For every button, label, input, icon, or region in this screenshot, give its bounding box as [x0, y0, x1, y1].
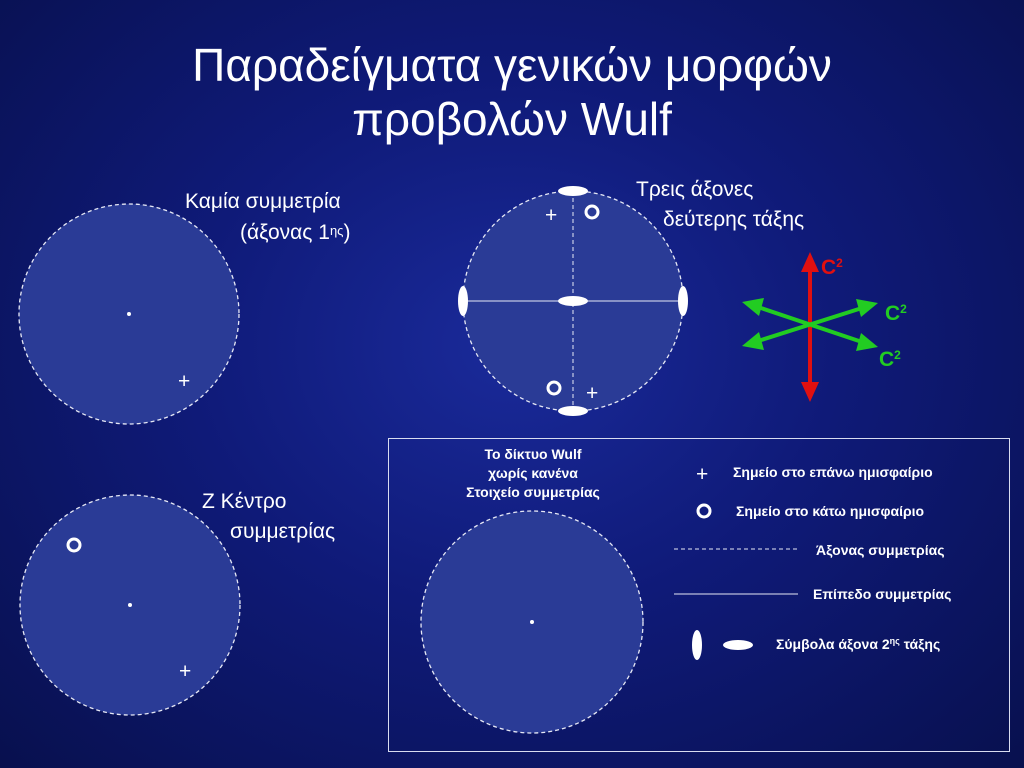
twofold-symbol-right — [678, 286, 688, 316]
three-axes-label-1: Τρεις άξονες — [636, 178, 754, 201]
legend-plane-label: Επίπεδο συμμετρίας — [813, 586, 952, 602]
legend-heading: Το δίκτυο Wulf χωρίς κανένα Στοιχείο συμμετρίας — [466, 446, 600, 500]
twofold-symbol-left — [458, 286, 468, 316]
upper-point-marker: + — [545, 204, 558, 227]
legend-axis-label: Άξονας συμμετρίας — [816, 542, 945, 558]
upper-point-marker: + — [586, 382, 599, 405]
upper-point-marker: + — [178, 370, 191, 393]
twofold-symbol-center — [558, 296, 588, 306]
center-label-1: Ζ Κέντρο — [202, 490, 287, 513]
center-label-2: συμμετρίας — [230, 520, 336, 543]
legend-upper-point-label: Σημείο στο επάνω ημισφαίριο — [733, 464, 933, 480]
legend-twofold-label: Σύμβολα άξονα $2^{\eta\varsigma}$ τάξης — [776, 636, 941, 652]
c2-label-green-2: $C^2$ — [879, 348, 901, 371]
title-line-1: Παραδείγματα γενικών μορφών — [192, 39, 832, 91]
legend-upper-point-icon: + — [696, 463, 709, 486]
c2-label-red: $C^2$ — [821, 256, 843, 279]
center-dot — [128, 603, 132, 607]
center-dot — [127, 312, 131, 316]
twofold-symbol-bottom — [558, 406, 588, 416]
no-symmetry-label-2: (άξονας $1^{\eta\varsigma}$) — [240, 221, 351, 244]
three-axes-label-2: δεύτερης τάξης — [663, 208, 805, 231]
upper-point-marker: + — [179, 660, 192, 683]
no-symmetry-label-1: Καμία συμμετρία — [185, 190, 341, 213]
twofold-symbol-top — [558, 186, 588, 196]
title-line-2: προβολών Wulf — [352, 93, 672, 145]
c2-label-green-1: $C^2$ — [885, 302, 907, 325]
c2-axes-arrows — [742, 252, 878, 402]
legend-lower-point-label: Σημείο στο κάτω ημισφαίριο — [736, 503, 925, 519]
